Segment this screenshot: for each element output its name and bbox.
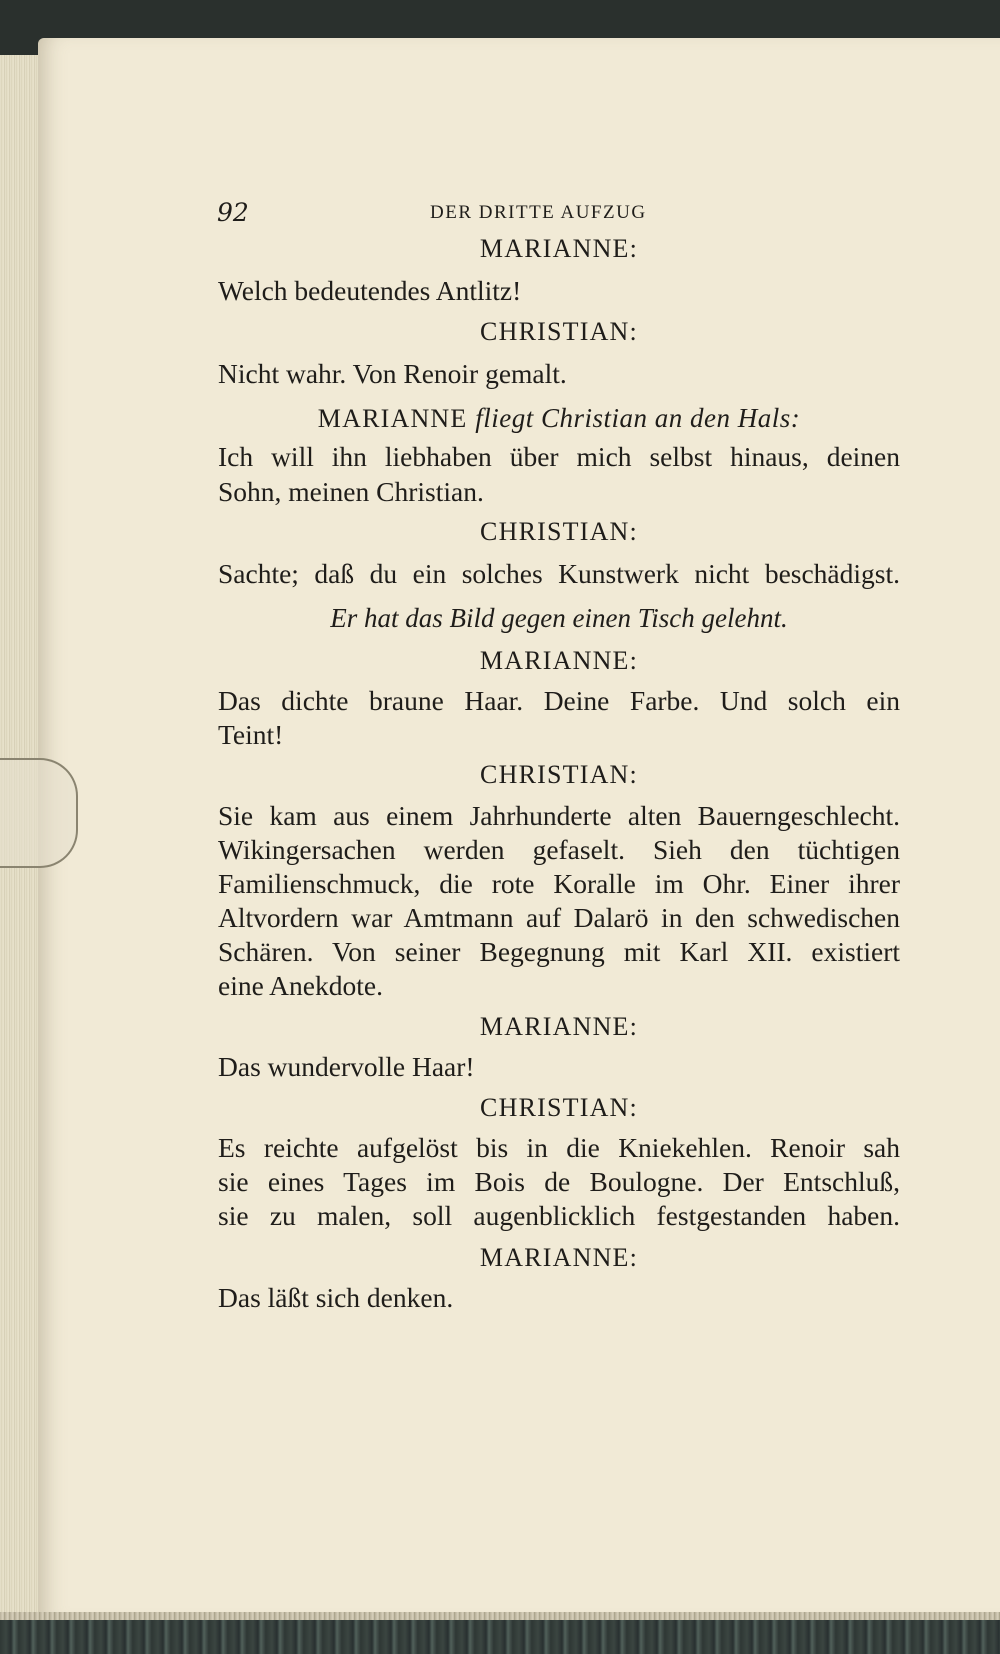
dialogue-line: Es reichte aufgelöst bis in die Kniekehlen. Renoir sah — [218, 1132, 900, 1163]
speaker-name: MARIANNE: — [479, 1012, 639, 1041]
dialogue-line: Das dichte braune Haar. Deine Farbe. Und solch ein — [218, 685, 900, 716]
speaker-name: MARIANNE — [317, 404, 468, 433]
dialogue-line: sie zu malen, soll augenblicklich festgestanden haben. — [218, 1200, 900, 1231]
dialogue-line: Wikingersachen werden gefaselt. Sieh den tüchtigen — [218, 834, 900, 865]
speaker-with-direction — [218, 403, 900, 434]
dialogue-line: Teint! — [218, 719, 284, 750]
dialogue-line: Sie kam aus einem Jahrhunderte alten Bauerngeschlecht. — [218, 800, 900, 831]
speaker-name: CHRISTIAN: — [480, 760, 638, 789]
bookmark-ribbon — [0, 758, 78, 868]
dialogue-line: Altvordern war Amtmann auf Dalarö in den schwedischen — [218, 902, 900, 933]
dialogue-line: Sachte; daß du ein solches Kunstwerk nicht beschädigst. — [218, 558, 900, 589]
speaker-name: MARIANNE: — [479, 1243, 639, 1272]
page-number: 92 — [217, 198, 249, 227]
dialogue-line: Sohn, meinen Christian. — [218, 476, 484, 507]
dialogue-line: Familienschmuck, die rote Koralle im Ohr. Einer ihrer — [218, 868, 900, 899]
speaker-name: MARIANNE: — [479, 234, 639, 263]
dialogue-line: Schären. Von seiner Begegnung mit Karl XII. existiert — [218, 936, 900, 967]
dialogue-line: Nicht wahr. Von Renoir gemalt. — [218, 358, 567, 389]
speaker-name: CHRISTIAN: — [480, 517, 638, 546]
stage-direction: Er hat das Bild gegen einen Tisch gelehnt. — [330, 603, 788, 633]
dialogue-line: Welch bedeutendes Antlitz! — [218, 275, 522, 306]
speaker-name: CHRISTIAN: — [480, 1093, 638, 1122]
running-head: DER DRITTE AUFZUG — [430, 202, 647, 223]
dialogue-line: eine Anekdote. — [218, 970, 383, 1001]
dialogue-line: Ich will ihn liebhaben über mich selbst hinaus, deinen — [218, 441, 900, 472]
stage-direction-inline: fliegt Christian an den Hals: — [475, 403, 801, 433]
speaker-name: MARIANNE: — [479, 646, 639, 675]
speaker-name: CHRISTIAN: — [480, 317, 638, 346]
dialogue-line: Das läßt sich denken. — [218, 1282, 454, 1313]
dialogue-line: Das wundervolle Haar! — [218, 1051, 475, 1082]
dialogue-line: sie eines Tages im Bois de Boulogne. Der Entschluß, — [218, 1166, 900, 1197]
book-cover-edge — [0, 1612, 1000, 1654]
